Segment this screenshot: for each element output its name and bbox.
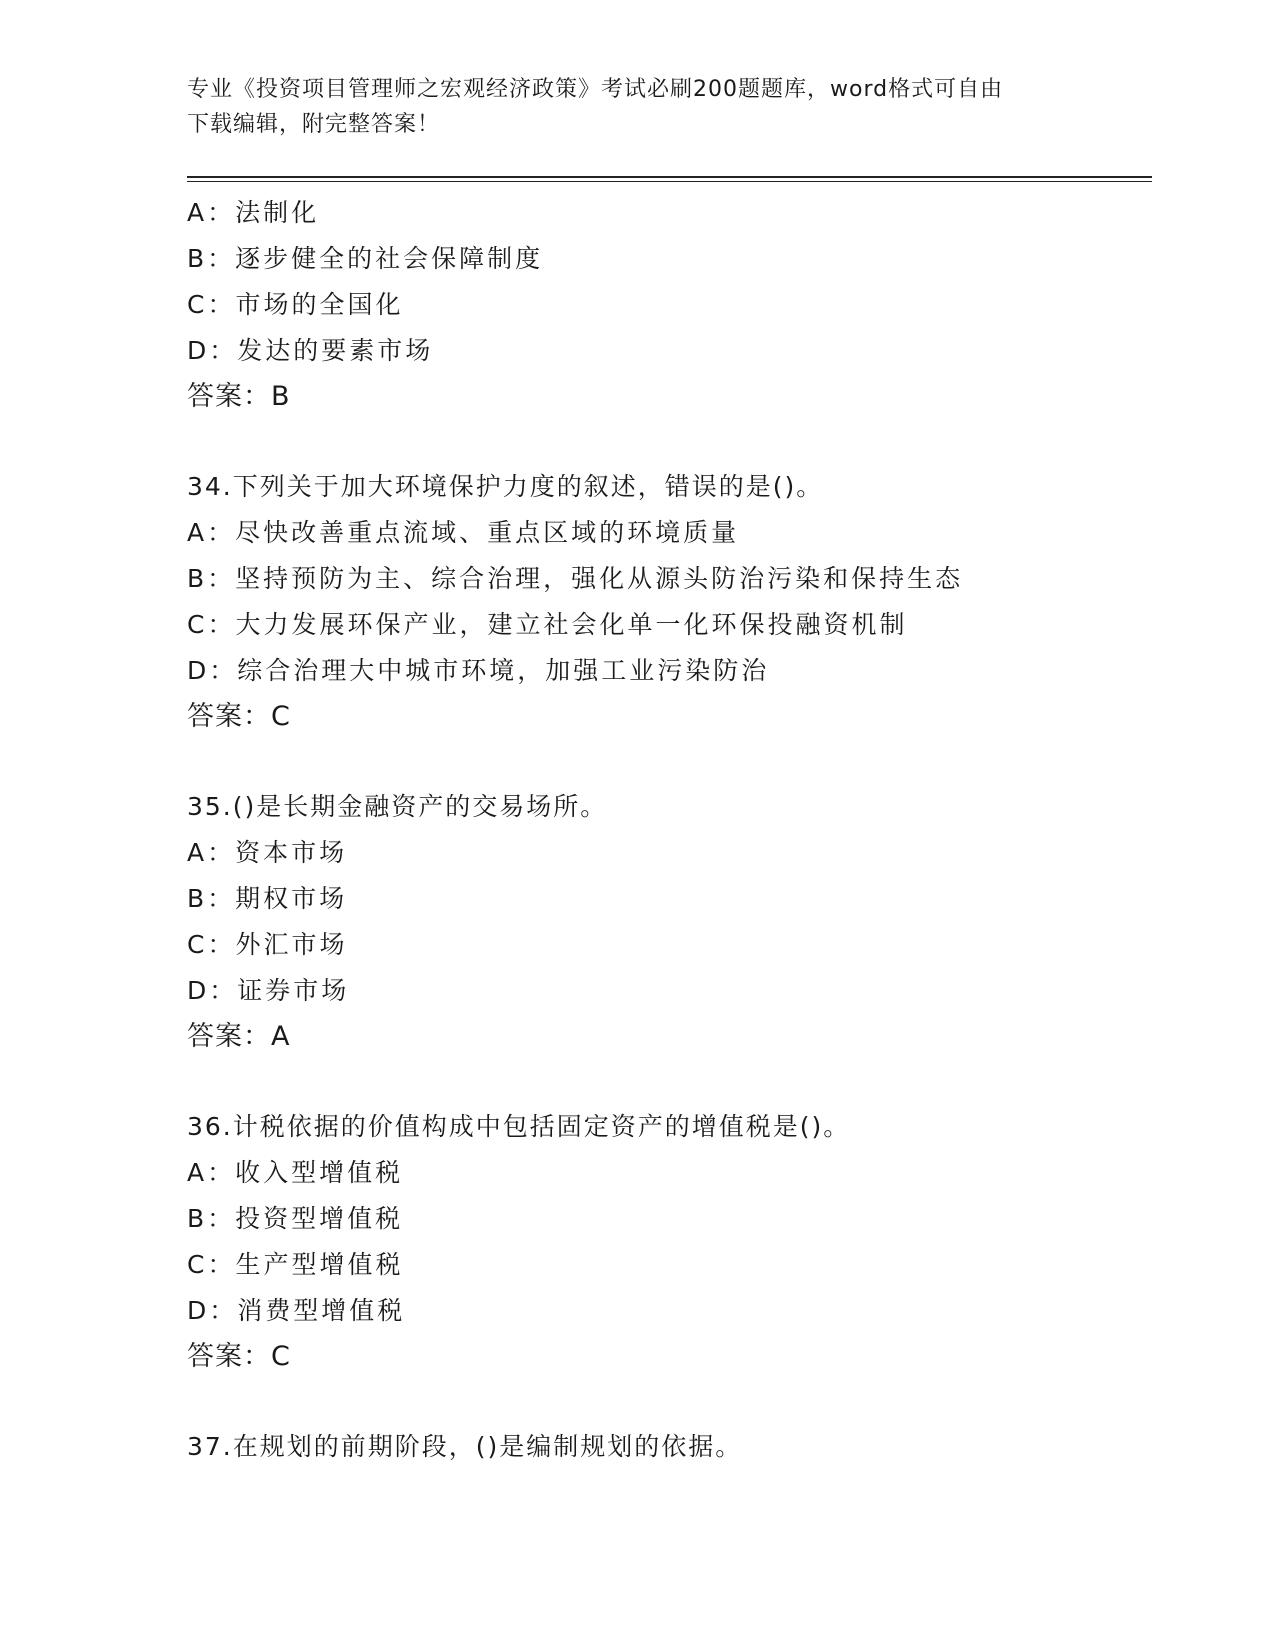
option-a: A：尽快改善重点流域、重点区域的环境质量	[187, 518, 740, 547]
answer: 答案：A	[187, 1021, 291, 1052]
option-d: D：综合治理大中城市环境，加强工业污染防治	[187, 656, 770, 685]
option-a: A：收入型增值税	[187, 1158, 404, 1187]
question-block-35	[187, 784, 1152, 1060]
option-b: B：坚持预防为主、综合治理，强化从源头防治污染和保持生态	[187, 564, 964, 593]
header-divider-thick	[187, 176, 1152, 178]
option-a: A：资本市场	[187, 838, 348, 867]
option-a: A：法制化	[187, 198, 320, 227]
question-block-33	[187, 190, 1152, 420]
question-block-37	[187, 1424, 1152, 1470]
option-d: D：发达的要素市场	[187, 336, 434, 365]
answer: 答案：C	[187, 701, 291, 732]
answer: 答案：C	[187, 1341, 291, 1372]
option-d: D：消费型增值税	[187, 1296, 406, 1325]
question-title: 36.计税依据的价值构成中包括固定资产的增值税是()。	[187, 1112, 851, 1141]
question-block-36	[187, 1104, 1152, 1380]
answer: 答案：B	[187, 381, 291, 412]
option-c: C：大力发展环保产业，建立社会化单一化环保投融资机制	[187, 610, 908, 639]
question-title: 34.下列关于加大环境保护力度的叙述，错误的是()。	[187, 472, 824, 501]
question-list	[187, 190, 1152, 1470]
header-line-1: 专业《投资项目管理师之宏观经济政策》考试必刷200题题库，word格式可自由	[187, 77, 1004, 102]
question-title: 37.在规划的前期阶段，()是编制规划的依据。	[187, 1432, 743, 1461]
option-b: B：投资型增值税	[187, 1204, 404, 1233]
option-b: B：期权市场	[187, 884, 348, 913]
question-title: 35.()是长期金融资产的交易场所。	[187, 792, 608, 821]
document-header	[187, 72, 1067, 142]
option-d: D：证券市场	[187, 976, 350, 1005]
header-line-2: 下载编辑，附完整答案！	[187, 112, 441, 137]
option-c: C：生产型增值税	[187, 1250, 404, 1279]
option-c: C：市场的全国化	[187, 290, 404, 319]
option-c: C：外汇市场	[187, 930, 348, 959]
header-divider-thin	[187, 181, 1152, 182]
question-block-34	[187, 464, 1152, 740]
option-b: B：逐步健全的社会保障制度	[187, 244, 544, 273]
